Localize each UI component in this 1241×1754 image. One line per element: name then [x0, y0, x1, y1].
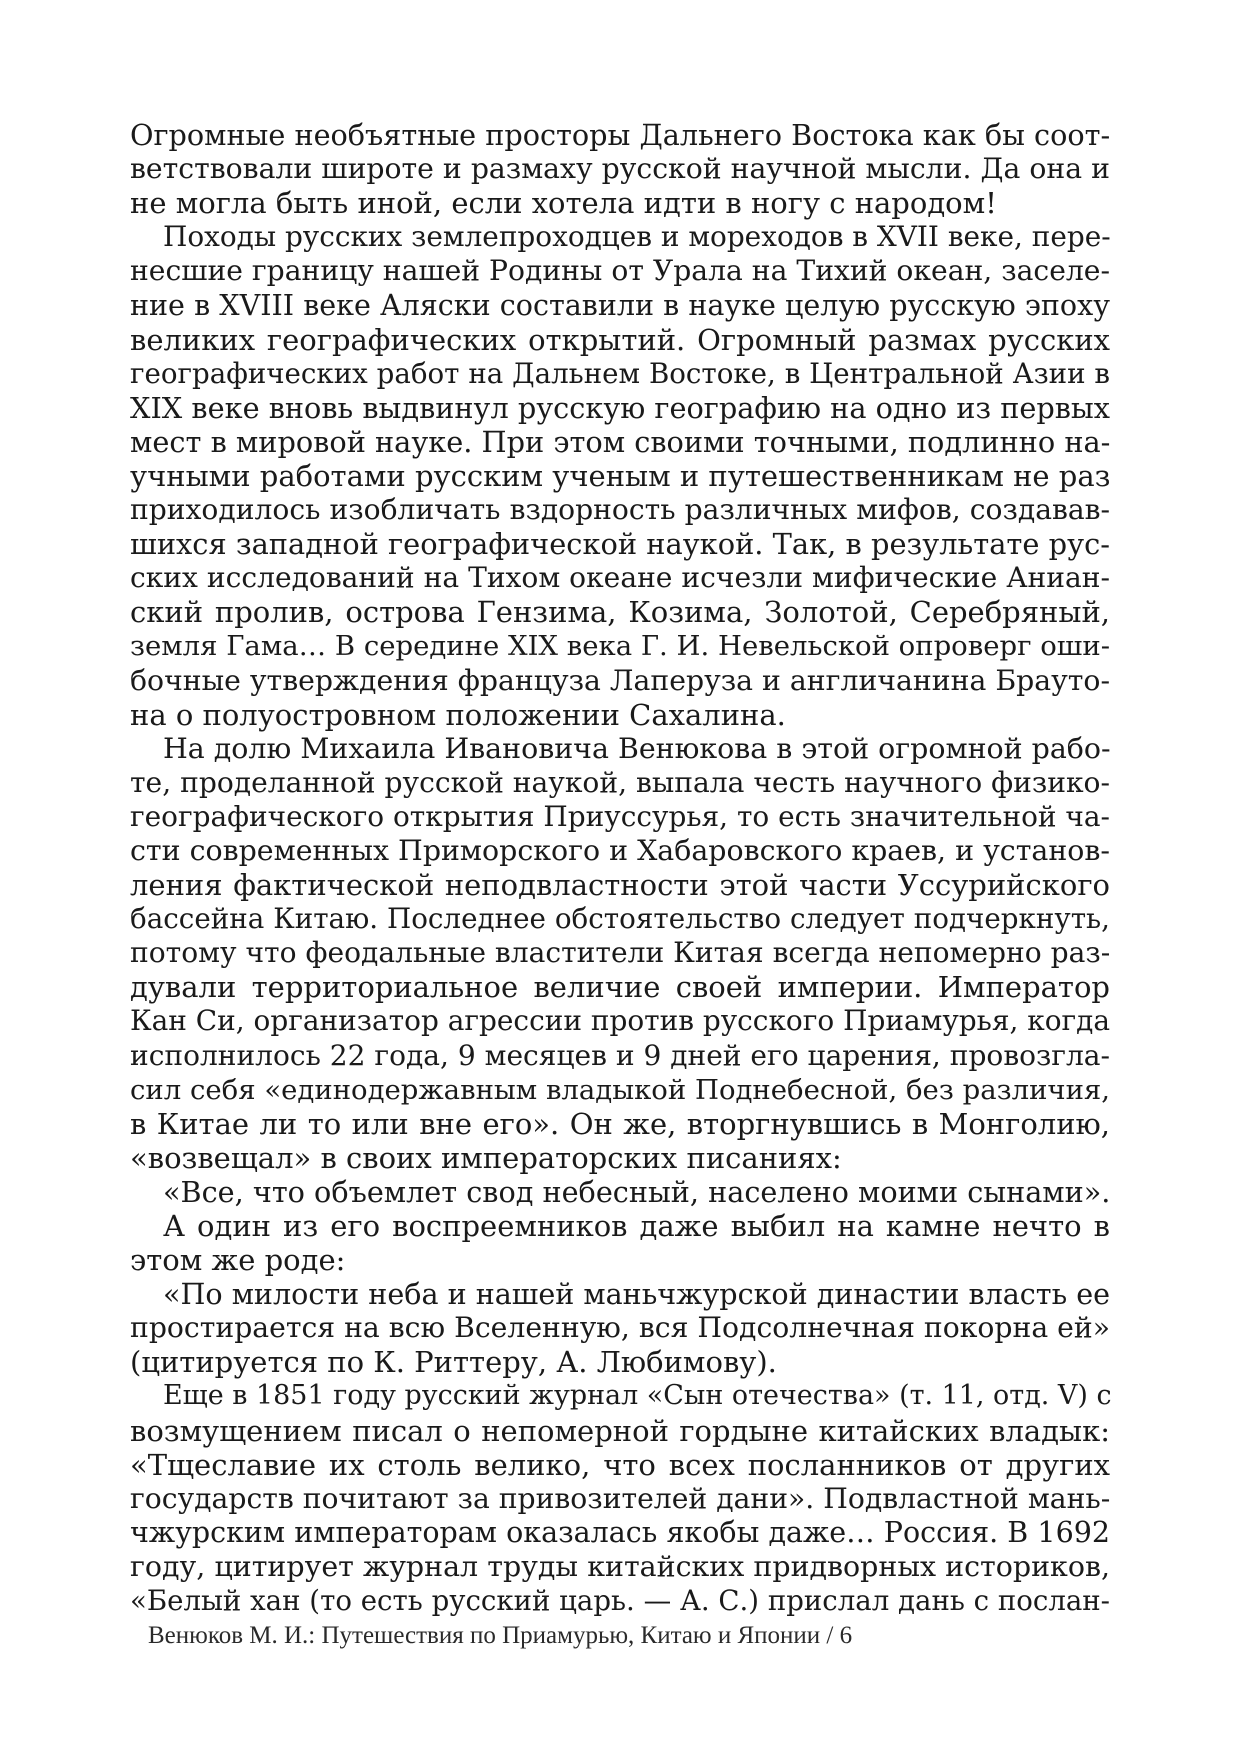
text-line: «Тщеславие их столь велико, что всех посланников от других — [130, 1447, 1110, 1482]
text-line: «Все, что объемлет свод небесный, населено моими сынами». — [163, 1174, 1111, 1209]
text-line: «возвещал» в своих императорских писаниях: — [130, 1140, 842, 1175]
text-line: этом же роде: — [130, 1243, 346, 1278]
text-line: бассейна Китаю. Последнее обстоятельство следует подчеркнуть, — [130, 902, 1110, 936]
text-line: географического открытия Приуссурья, то есть значительной ча- — [130, 799, 1110, 833]
text-line: потому что феодальные властители Китая всегда непомерно раз- — [130, 936, 1111, 970]
text-line: Кан Си, организатор агрессии против русского Приамурья, когда — [130, 1004, 1111, 1038]
text-line: «По милости неба и нашей маньчжурской династии власть ее — [163, 1277, 1111, 1312]
text-line: мест в мировой науке. При этом своими точными, подлинно на- — [130, 424, 1111, 459]
text-line: несшие границу нашей Родины от Урала на Тихий океан, заселе- — [130, 254, 1110, 288]
text-line: исполнилось 22 года, 9 месяцев и 9 дней его царения, провозгла- — [130, 1038, 1110, 1072]
text-line: возмущением писал о непомерной гордыне китайских владык: — [130, 1413, 1110, 1448]
text-line: не могла быть иной, если хотела идти в ногу с народом! — [130, 186, 997, 221]
text-line: те, проделанной русской наукой, выпала честь научного физико- — [130, 765, 1110, 799]
text-line: Огромные необъятные просторы Дальнего Востока как бы соот- — [130, 118, 1111, 152]
text-line: ский пролив, острова Гензима, Козима, Золотой, Серебряный, — [130, 595, 1110, 630]
page-footer: Венюков М. И.: Путешествия по Приамурью, Китаю и Японии / 6 — [148, 1622, 853, 1649]
text-line: Походы русских землепроходцев и мореходов в XVII веке, пере- — [163, 220, 1111, 254]
text-line: на о полуостровном положении Сахалина. — [130, 697, 786, 732]
text-line: чжурским императорам оказалась якобы даже… Россия. В 1692 — [130, 1515, 1110, 1549]
text-line: простирается на всю Вселенную, вся Подсолнечная покорна ей» — [130, 1311, 1110, 1345]
text-line: шихся западной географической наукой. Так, в результате рус- — [130, 527, 1110, 562]
text-line: ских исследований на Тихом океане исчезли мифические Аниан- — [130, 561, 1110, 595]
text-line: сти современных Приморского и Хабаровского краев, и установ- — [130, 833, 1110, 867]
text-line: Еще в 1851 году русский журнал «Сын отечества» (т. 11, отд. V) с — [163, 1380, 1112, 1412]
text-line: сил себя «единодержавным владыкой Поднебесной, без различия, — [130, 1073, 1110, 1106]
body-text — [130, 118, 1110, 1618]
text-line: ления фактической неподвластности этой части Уссурийского — [130, 868, 1110, 903]
text-line: великих географических открытий. Огромный размах русских — [130, 322, 1110, 357]
text-line: земля Гама… В середине XIX века Г. И. Невельской опроверг оши- — [130, 630, 1110, 663]
text-line: государств почитают за привозителей дани». Подвластной мань- — [130, 1481, 1111, 1515]
text-line: приходилось изобличать вздорность различных мифов, создавав- — [130, 493, 1110, 527]
text-line: (цитируется по К. Риттеру, А. Любимову). — [130, 1345, 777, 1380]
text-line: в Китае ли то или вне его». Он же, вторгнувшись в Монголию, — [130, 1106, 1110, 1141]
text-line: учными работами русским ученым и путешественникам не раз — [130, 458, 1111, 493]
text-line: А один из его воспреемников даже выбил на камне нечто в — [163, 1209, 1110, 1243]
text-line: XIX веке вновь выдвинул русскую географию на одно из первых — [130, 390, 1110, 425]
text-line: «Белый хан (то есть русский царь. — А. С.) прислал дань с послан- — [130, 1584, 1110, 1618]
text-line: ние в XVIII веке Аляски составили в науке целую русскую эпоху — [130, 288, 1110, 323]
text-line: бочные утверждения француза Лаперуза и англичанина Брауто- — [130, 663, 1111, 697]
text-line: дували территориальное величие своей империи. Император — [130, 970, 1110, 1005]
text-line: На долю Михаила Ивановича Венюкова в этой огромной рабо- — [163, 731, 1111, 765]
text-line: году, цитирует журнал труды китайских придворных историков, — [130, 1549, 1110, 1583]
text-line: географических работ на Дальнем Востоке, в Центральной Азии в — [130, 356, 1110, 390]
text-line: ветствовали широте и размаху русской научной мысли. Да она и — [130, 152, 1110, 186]
